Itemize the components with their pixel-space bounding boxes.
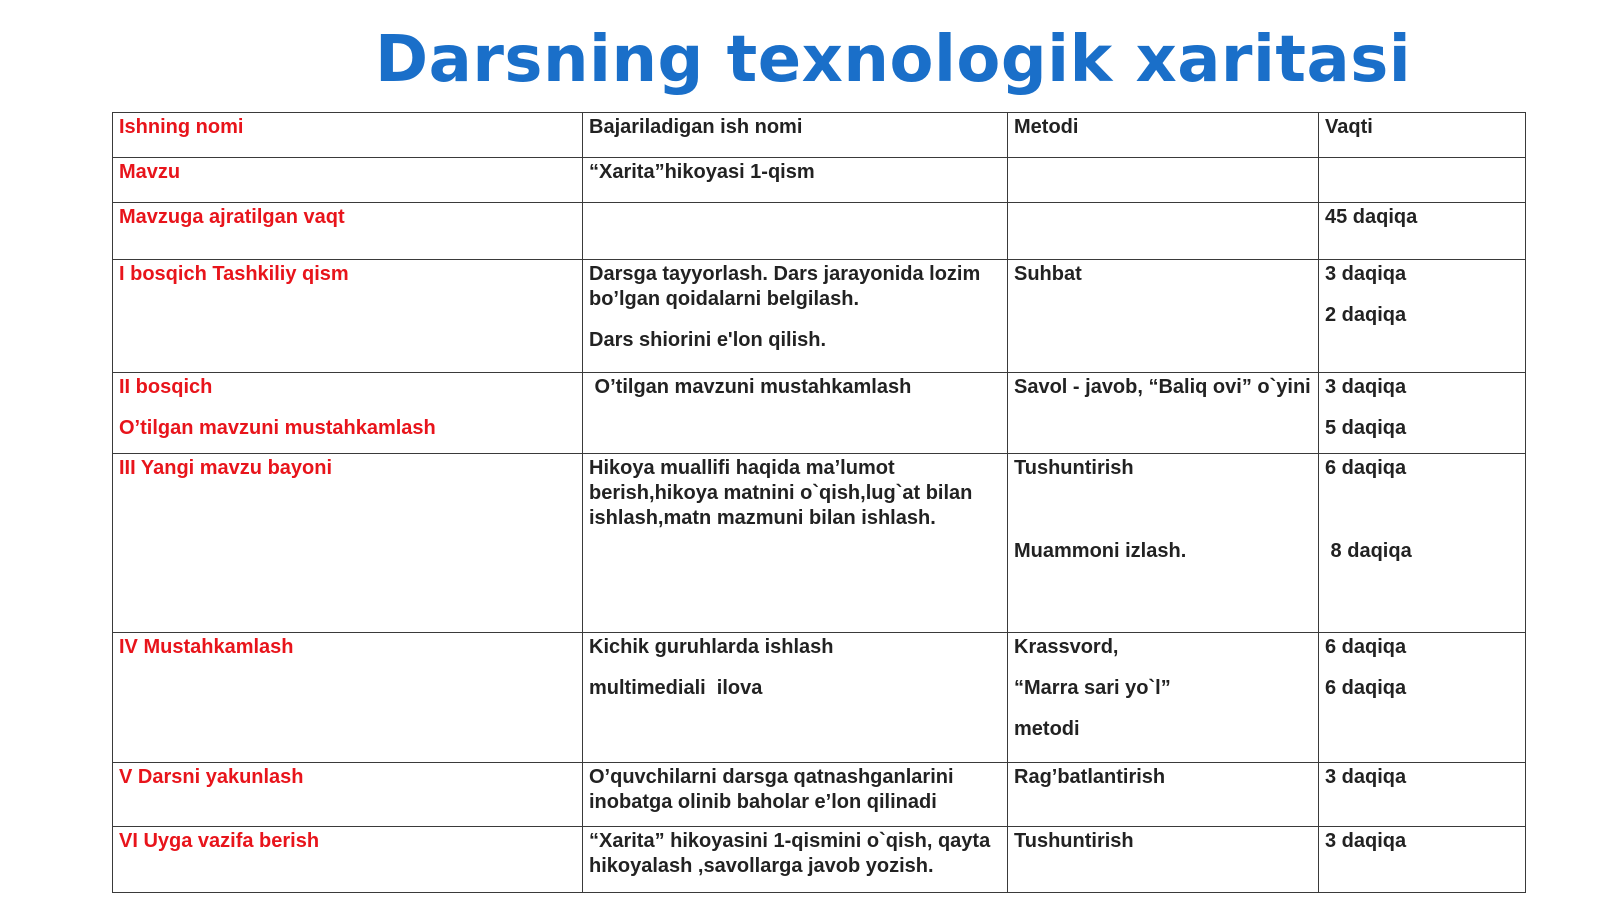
stage-cell xyxy=(113,203,583,260)
stage-text: IV Mustahkamlash xyxy=(119,636,294,658)
stage-text: VI Uyga vazifa berish xyxy=(119,830,320,852)
table-row xyxy=(113,827,1526,893)
method-cell xyxy=(1008,454,1319,633)
slide-title: Darsning texnologik xaritasi xyxy=(375,23,1412,97)
stage-cell xyxy=(113,260,583,373)
table-row xyxy=(113,260,1526,373)
time-text: 2 daqiqa xyxy=(1325,304,1407,326)
work-cell xyxy=(583,763,1008,827)
stage-cell xyxy=(113,454,583,633)
stage-text: Mavzuga ajratilgan vaqt xyxy=(119,206,345,228)
work-text: Hikoya muallifi haqida ma’lumot berish,hikoya matnini o`qish,lug`at bilan ishlash,matn mazmuni bilan ishlash. xyxy=(589,457,973,529)
method-text: Rag’batlantirish xyxy=(1014,766,1166,788)
work-text: “Xarita” hikoyasini 1-qismini o`qish, qayta hikoyalash ,savollarga javob yozish. xyxy=(589,830,991,877)
stage-text: Mavzu xyxy=(119,161,181,183)
work-text: O’quvchilarni darsga qatnashganlarini inobatga olinib baholar e’lon qilinadi xyxy=(589,766,954,813)
table-row xyxy=(113,454,1526,633)
stage-text: O’tilgan mavzuni mustahkamlash xyxy=(119,417,436,439)
time-text: 6 daqiqa xyxy=(1325,636,1407,658)
header-time: Vaqti xyxy=(1325,116,1373,138)
lesson-map-table xyxy=(112,112,1526,893)
time-cell xyxy=(1319,203,1526,260)
time-cell xyxy=(1319,633,1526,763)
time-cell xyxy=(1319,827,1526,893)
stage-cell xyxy=(113,158,583,203)
work-cell xyxy=(583,373,1008,454)
table-row xyxy=(113,763,1526,827)
time-text: 6 daqiqa xyxy=(1325,677,1407,699)
method-text: Tushuntirish xyxy=(1014,830,1134,852)
work-text: Darsga tayyorlash. Dars jarayonida lozim bo’lgan qoidalarni belgilash. xyxy=(589,263,981,310)
work-cell xyxy=(583,454,1008,633)
stage-cell xyxy=(113,633,583,763)
time-text: 45 daqiqa xyxy=(1325,206,1418,228)
work-cell xyxy=(583,158,1008,203)
time-cell xyxy=(1319,260,1526,373)
work-text: “Xarita”hikoyasi 1-qism xyxy=(589,161,815,183)
table-row xyxy=(113,373,1526,454)
header-method-cell xyxy=(1008,113,1319,158)
header-stage: Ishning nomi xyxy=(119,116,244,138)
time-text: 3 daqiqa xyxy=(1325,376,1407,398)
work-cell xyxy=(583,203,1008,260)
work-cell xyxy=(583,260,1008,373)
time-text: 3 daqiqa xyxy=(1325,830,1407,852)
method-text: Savol - javob, “Baliq ovi” o`yini xyxy=(1014,376,1311,398)
time-text: 5 daqiqa xyxy=(1325,417,1407,439)
method-text: “Marra sari yo`l” xyxy=(1014,677,1171,699)
stage-cell xyxy=(113,763,583,827)
method-cell xyxy=(1008,633,1319,763)
table-header-row xyxy=(113,113,1526,158)
method-text: Muammoni izlash. xyxy=(1014,540,1187,562)
time-text: 6 daqiqa xyxy=(1325,457,1407,479)
work-text: Kichik guruhlarda ishlash xyxy=(589,636,834,658)
work-text: O’tilgan mavzuni mustahkamlash xyxy=(589,376,912,398)
work-text: multimediali ilova xyxy=(589,677,763,699)
header-method: Metodi xyxy=(1014,116,1079,138)
method-text: metodi xyxy=(1014,718,1080,740)
header-work-cell xyxy=(583,113,1008,158)
time-text: 8 daqiqa xyxy=(1325,540,1412,562)
method-text: Krassvord, xyxy=(1014,636,1119,658)
stage-text: II bosqich xyxy=(119,376,213,398)
stage-cell xyxy=(113,373,583,454)
method-cell xyxy=(1008,373,1319,454)
method-cell xyxy=(1008,203,1319,260)
work-cell xyxy=(583,633,1008,763)
method-cell xyxy=(1008,763,1319,827)
time-cell xyxy=(1319,158,1526,203)
work-text: Dars shiorini e'lon qilish. xyxy=(589,329,827,351)
table-row xyxy=(113,158,1526,203)
time-text: 3 daqiqa xyxy=(1325,263,1407,285)
stage-text: I bosqich Tashkiliy qism xyxy=(119,263,349,285)
method-cell xyxy=(1008,158,1319,203)
time-cell xyxy=(1319,454,1526,633)
header-stage-cell xyxy=(113,113,583,158)
table-row xyxy=(113,633,1526,763)
stage-text: V Darsni yakunlash xyxy=(119,766,304,788)
header-time-cell xyxy=(1319,113,1526,158)
table-row xyxy=(113,203,1526,260)
method-text: Tushuntirish xyxy=(1014,457,1134,479)
method-cell xyxy=(1008,827,1319,893)
stage-cell xyxy=(113,827,583,893)
work-cell xyxy=(583,827,1008,893)
time-cell xyxy=(1319,373,1526,454)
method-cell xyxy=(1008,260,1319,373)
header-work: Bajariladigan ish nomi xyxy=(589,116,803,138)
time-text: 3 daqiqa xyxy=(1325,766,1407,788)
time-cell xyxy=(1319,763,1526,827)
stage-text: III Yangi mavzu bayoni xyxy=(119,457,333,479)
method-text: Suhbat xyxy=(1014,263,1082,285)
